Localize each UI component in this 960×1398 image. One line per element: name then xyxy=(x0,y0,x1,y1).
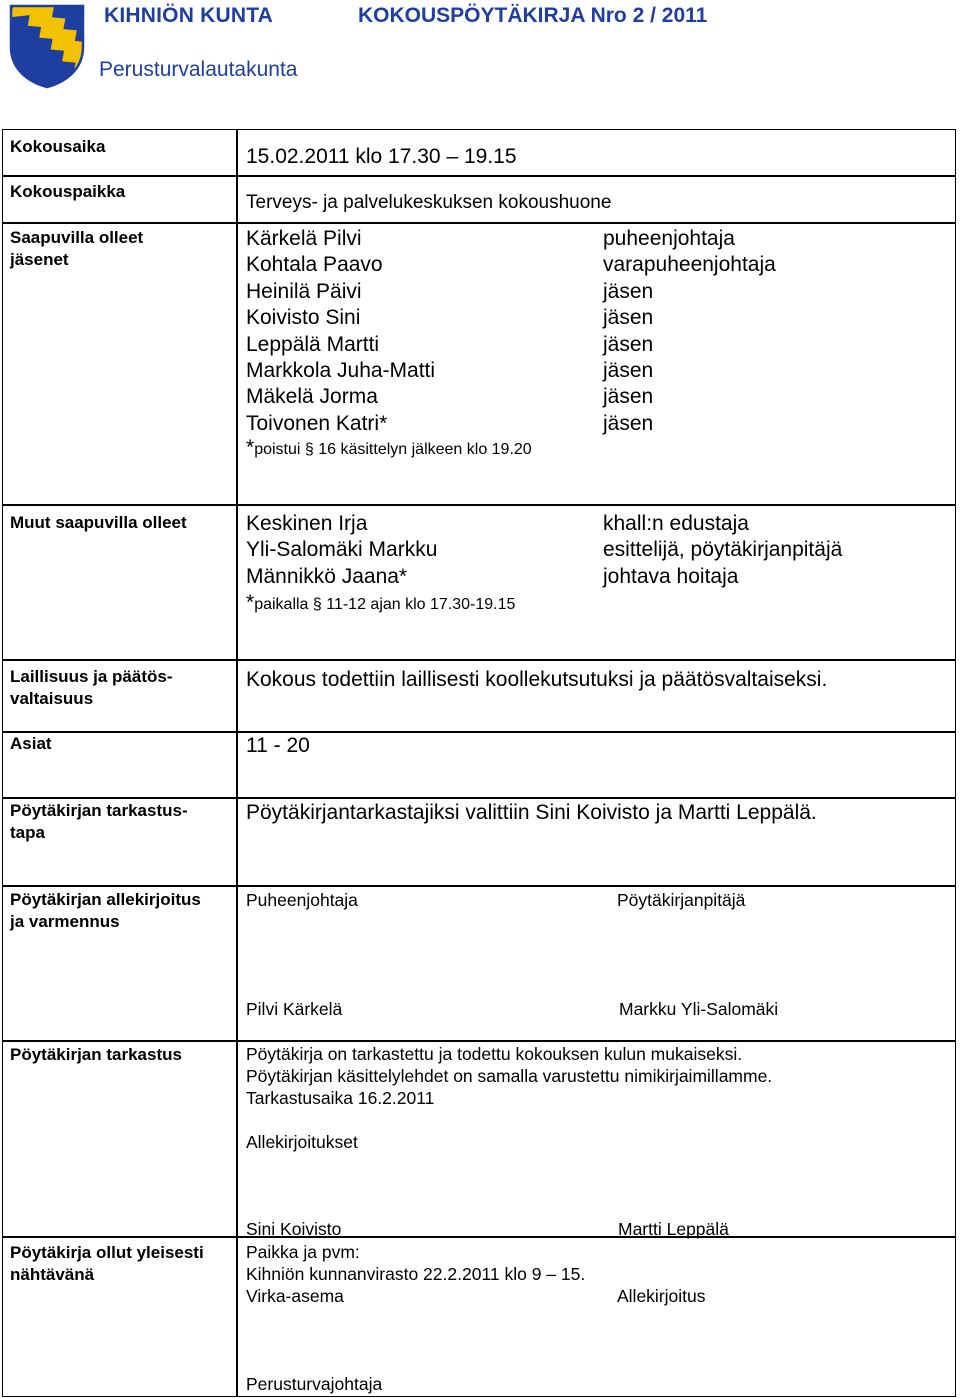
items-label: Asiat xyxy=(10,734,52,753)
others-role-list xyxy=(603,511,842,590)
attendee-role: esittelijä, pöytäkirjanpitäjä xyxy=(603,538,843,562)
member-role: jäsen xyxy=(603,385,654,409)
member-name: Mäkelä Jorma xyxy=(246,385,378,409)
row-divider xyxy=(2,175,956,177)
row-divider xyxy=(2,659,956,661)
row-divider xyxy=(2,1040,956,1042)
chair-title: Puheenjohtaja xyxy=(246,890,358,910)
column-divider xyxy=(236,129,238,1397)
committee-name: Perusturvalautakunta xyxy=(99,58,298,81)
signature-field-label: Allekirjoitus xyxy=(617,1286,706,1306)
member-role: jäsen xyxy=(603,306,654,330)
member-role: puheenjohtaja xyxy=(603,227,735,250)
attendee-name: Männikkö Jaana* xyxy=(246,564,408,588)
minutes-table xyxy=(2,129,956,1397)
others-name-list xyxy=(246,511,437,590)
place-date-label: Paikka ja pvm: xyxy=(246,1242,360,1262)
row-divider xyxy=(2,885,956,887)
secretary-name: Markku Yli-Salomäki xyxy=(619,999,779,1019)
attendee-name: Yli-Salomäki Markku xyxy=(246,538,438,562)
others-footnote: *paikalla § 11-12 ajan klo 17.30-19.15 xyxy=(246,591,516,614)
member-role: jäsen xyxy=(603,279,654,303)
member-name: Kohtala Paavo xyxy=(246,253,383,277)
signature-label: Pöytäkirjan allekirjoitus ja varmennus xyxy=(10,890,201,931)
member-role: jäsen xyxy=(603,411,654,435)
member-name: Heinilä Päivi xyxy=(246,279,362,303)
secretary-title: Pöytäkirjanpitäjä xyxy=(617,890,746,910)
legality-label: Laillisuus ja päätös- valtaisuus xyxy=(10,667,173,708)
meeting-place-label: Kokouspaikka xyxy=(10,182,126,201)
row-divider xyxy=(2,1236,956,1238)
legality-value: Kokous todettiin laillisesti koollekutsutuksi ja päätösvaltaiseksi. xyxy=(246,668,828,691)
attendee-role: johtava hoitaja xyxy=(603,564,739,588)
member-role: jäsen xyxy=(603,332,654,356)
review-text xyxy=(246,1043,772,1109)
review-label: Pöytäkirjan tarkastus xyxy=(10,1045,182,1064)
row-divider xyxy=(2,731,956,733)
position-label: Virka-asema xyxy=(246,1286,344,1306)
members-label: Saapuvilla olleet jäsenet xyxy=(10,228,144,269)
public-display-text xyxy=(246,1241,585,1307)
meeting-time-label: Kokousaika xyxy=(10,137,106,156)
row-divider xyxy=(2,504,956,506)
meeting-place-value: Terveys- ja palvelukeskuksen kokoushuone xyxy=(246,192,612,213)
review-line: Pöytäkirjan käsittelylehdet on samalla varustettu nimikirjaimillamme. xyxy=(246,1066,773,1086)
row-divider xyxy=(2,222,956,224)
signatures-title: Allekirjoitukset xyxy=(246,1132,358,1152)
member-role: varapuheenjohtaja xyxy=(603,253,776,277)
place-date-value: Kihniön kunnanvirasto 22.2.2011 klo 9 – 15. xyxy=(246,1264,586,1284)
document-title: KOKOUSPÖYTÄKIRJA Nro 2 / 2011 xyxy=(358,4,708,27)
review-method-value: Pöytäkirjantarkastajiksi valittiin Sini Koivisto ja Martti Leppälä. xyxy=(246,801,817,824)
members-footnote: *poistui § 16 käsittelyn jälkeen klo 19.20 xyxy=(246,436,532,459)
reviewer-1-name: Sini Koivisto xyxy=(246,1219,342,1239)
reviewer-2-name: Martti Leppälä xyxy=(618,1219,729,1239)
member-name: Kärkelä Pilvi xyxy=(246,227,362,250)
position-value: Perusturvajohtaja xyxy=(246,1374,383,1394)
review-date: Tarkastusaika 16.2.2011 xyxy=(246,1088,435,1108)
chair-name: Pilvi Kärkelä xyxy=(246,999,343,1019)
attendee-role: khall:n edustaja xyxy=(603,512,749,535)
members-role-list xyxy=(603,226,776,437)
member-name: Leppälä Martti xyxy=(246,332,380,356)
public-display-label: Pöytäkirja ollut yleisesti nähtävänä xyxy=(10,1243,204,1284)
member-name: Toivonen Katri* xyxy=(246,411,388,435)
municipality-name: KIHNIÖN KUNTA xyxy=(104,4,274,27)
others-label: Muut saapuvilla olleet xyxy=(10,513,187,532)
member-name: Koivisto Sini xyxy=(246,306,361,330)
items-value: 11 - 20 xyxy=(246,734,310,757)
meeting-time-value: 15.02.2011 klo 17.30 – 19.15 xyxy=(246,145,517,168)
member-name: Markkola Juha-Matti xyxy=(246,359,436,383)
members-name-list xyxy=(246,226,435,437)
municipal-crest-icon xyxy=(8,3,86,89)
review-line: Pöytäkirja on tarkastettu ja todettu kokouksen kulun mukaiseksi. xyxy=(246,1044,743,1064)
review-method-label: Pöytäkirjan tarkastus- tapa xyxy=(10,801,188,842)
row-divider xyxy=(2,797,956,799)
member-role: jäsen xyxy=(603,359,654,383)
attendee-name: Keskinen Irja xyxy=(246,512,368,535)
